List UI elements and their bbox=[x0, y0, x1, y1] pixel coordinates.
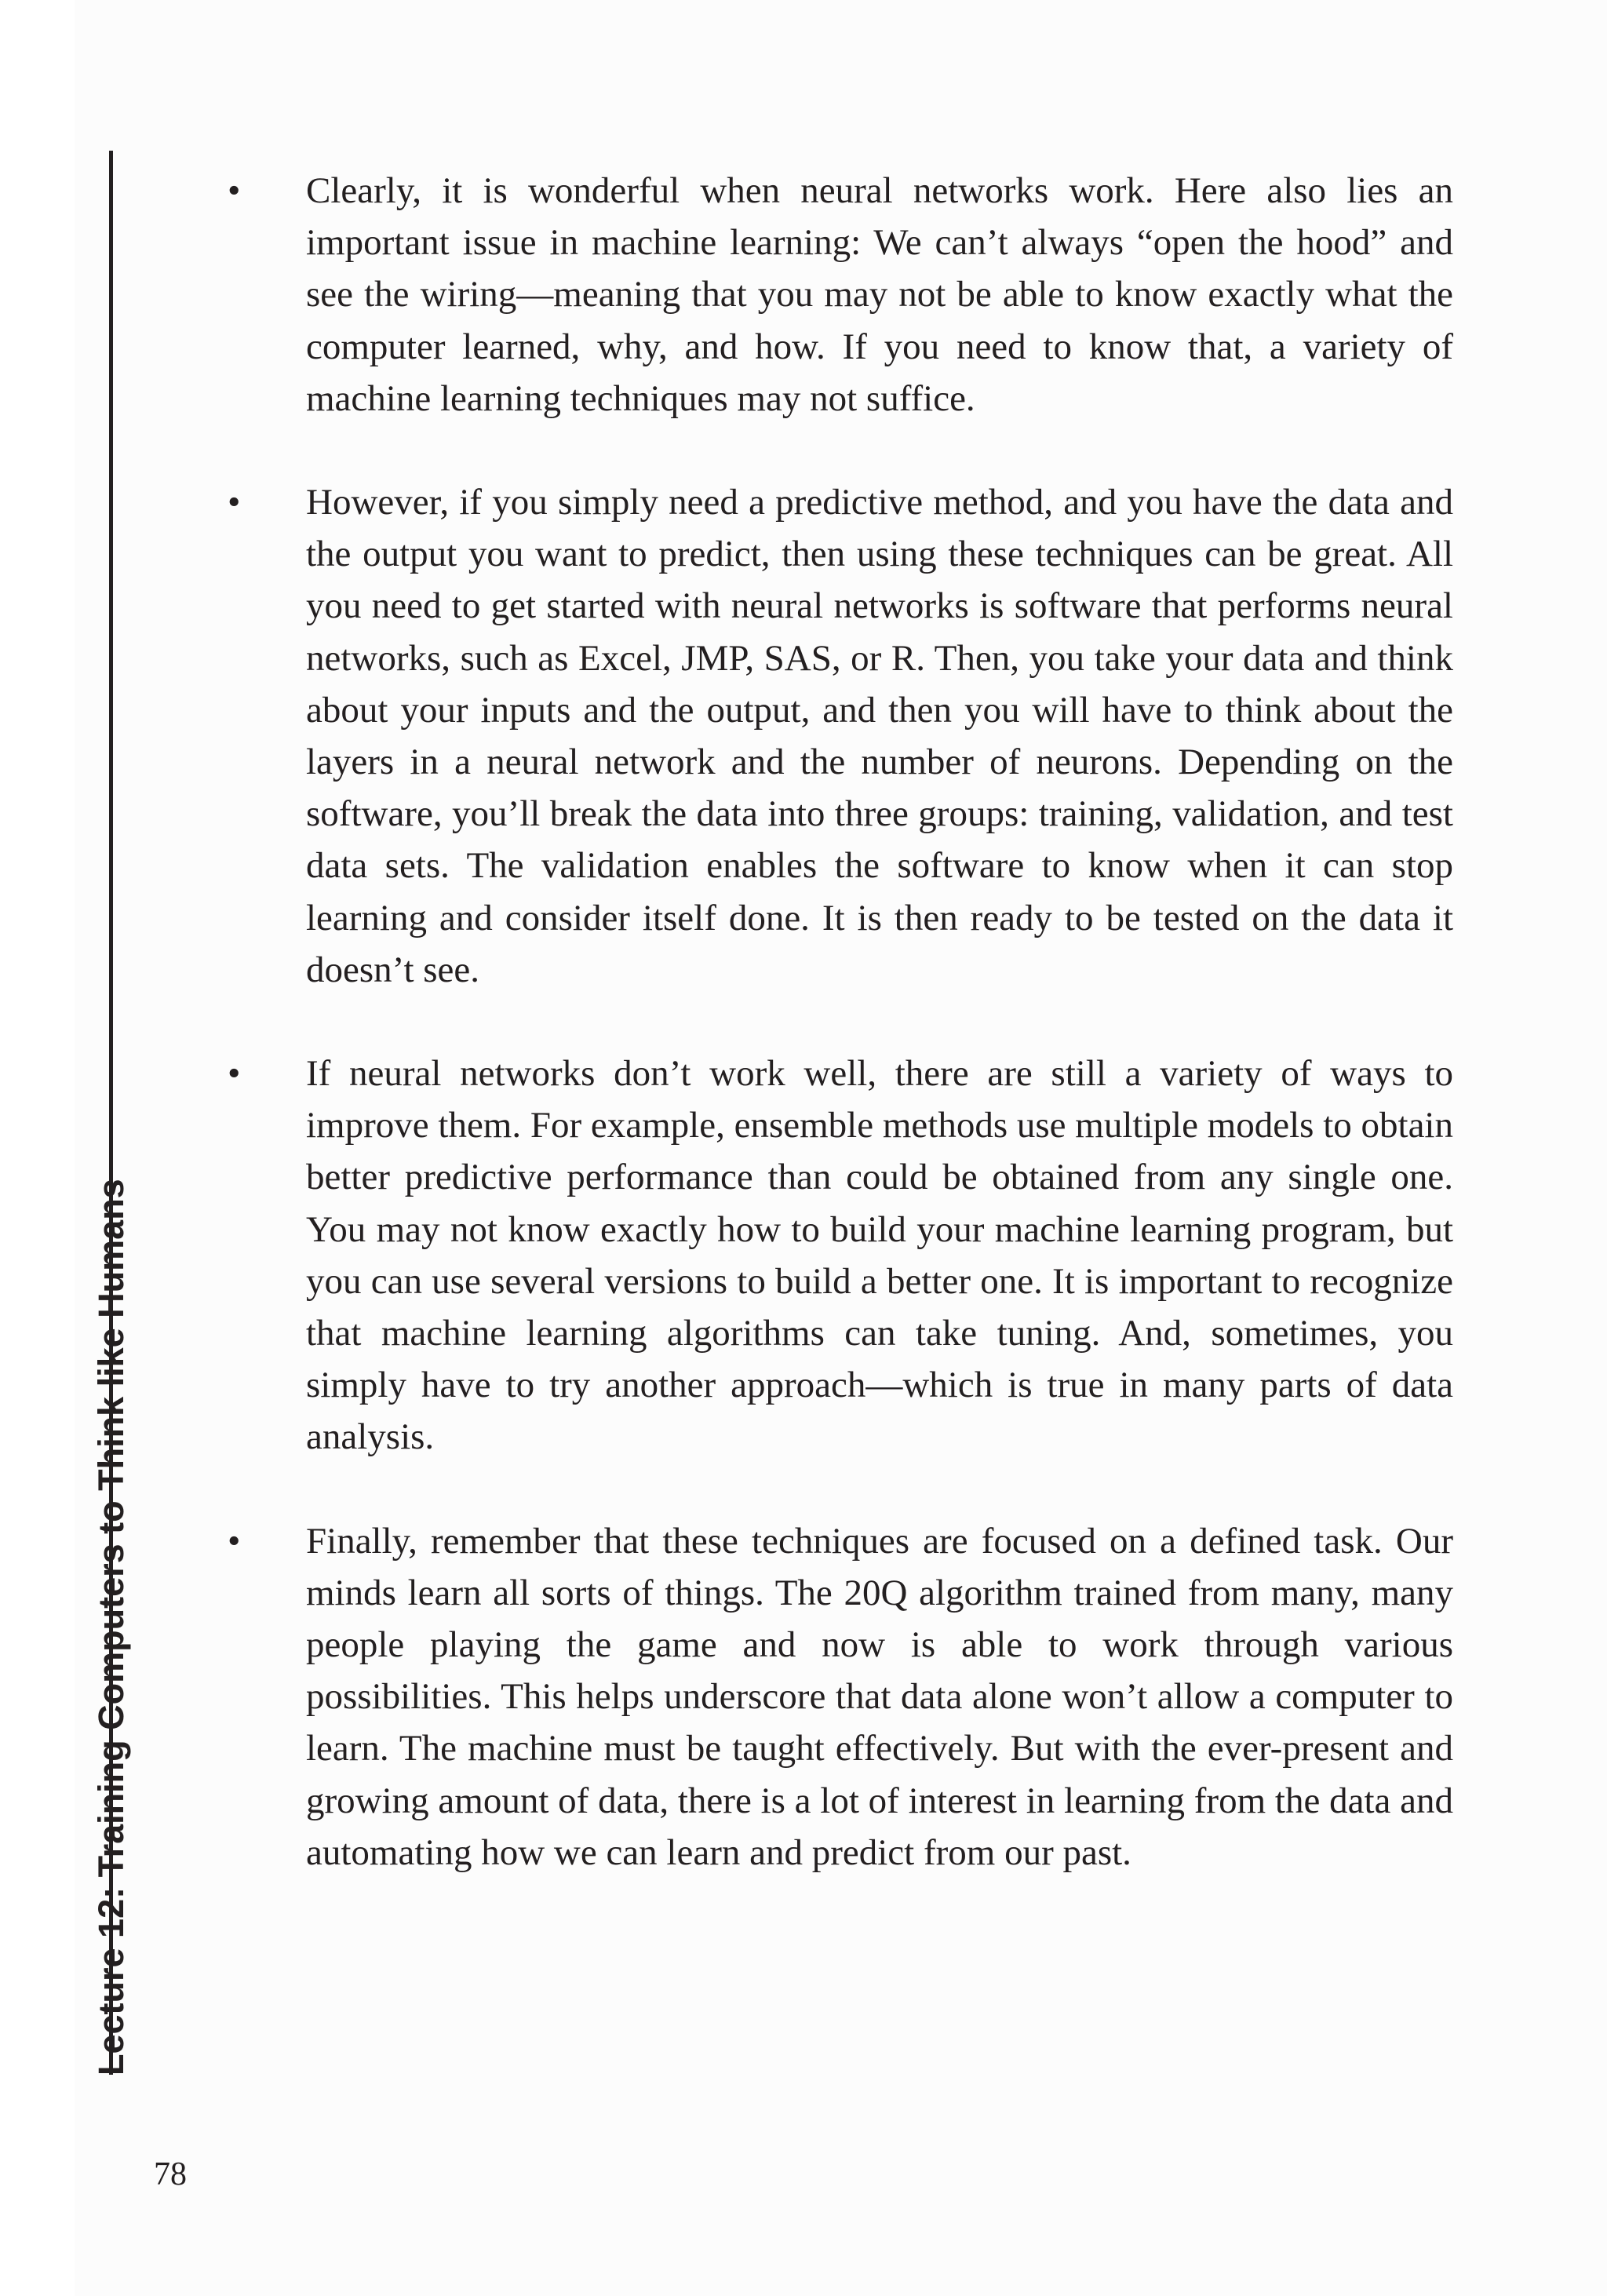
bullet-icon: • bbox=[228, 1520, 241, 1562]
bullet-item bbox=[228, 165, 1453, 425]
bullet-icon: • bbox=[228, 170, 241, 211]
bullet-item bbox=[228, 476, 1453, 996]
bullet-item bbox=[228, 1515, 1453, 1879]
bullet-text: If neural networks don’t work well, there are still a variety of ways to improve them. For example, ensemble methods use multiple models to obtain better predictive performance than could be obtained from any single one. You may not know exactly how to build your machine learning program, but you can use several versions to build a better one. It is important to recognize that machine learning algorithms can take tuning. And, sometimes, you simply have to try another approach—which is true in many parts of data analysis. bbox=[306, 1053, 1453, 1458]
running-head: Lecture 12: Training Computers to Think like Humans bbox=[91, 1179, 131, 2076]
bullet-text: Finally, remember that these techniques are focused on a defined task. Our minds learn all sorts of things. The 20Q algorithm trained from many, many people playing the game and now is able to work through various possibilities. This helps underscore that data alone won’t allow a computer to learn. The machine must be taught effectively. But with the ever-present and growing amount of data, there is a lot of interest in learning from the data and automating how we can learn and predict from our past. bbox=[306, 1520, 1453, 1873]
bullet-icon: • bbox=[228, 482, 241, 523]
bullet-item bbox=[228, 1048, 1453, 1463]
bullet-icon: • bbox=[228, 1053, 241, 1095]
bullet-list bbox=[228, 165, 1453, 1879]
bullet-text: However, if you simply need a predictive method, and you have the data and the output you want to predict, then using these techniques can be great. All you need to get started with neural networks is software that performs neural networks, such as Excel, JMP, SAS, or R. Then, you take your data and think about your inputs and the output, and then you will have to think about the layers in a neural network and the number of neurons. Depending on the software, you’ll break the data into three groups: training, validation, and test data sets. The validation enables the software to know when it can stop learning and consider itself done. It is then ready to be tested on the data it doesn’t see. bbox=[306, 482, 1453, 990]
bullet-text: Clearly, it is wonderful when neural networks work. Here also lies an important issue in machine learning: We can’t always “open the hood” and see the wiring—meaning that you may not be able to know exactly what the computer learned, why, and how. If you need to know that, a variety of machine learning techniques may not suffice. bbox=[306, 170, 1453, 419]
page-number: 78 bbox=[154, 2156, 187, 2192]
